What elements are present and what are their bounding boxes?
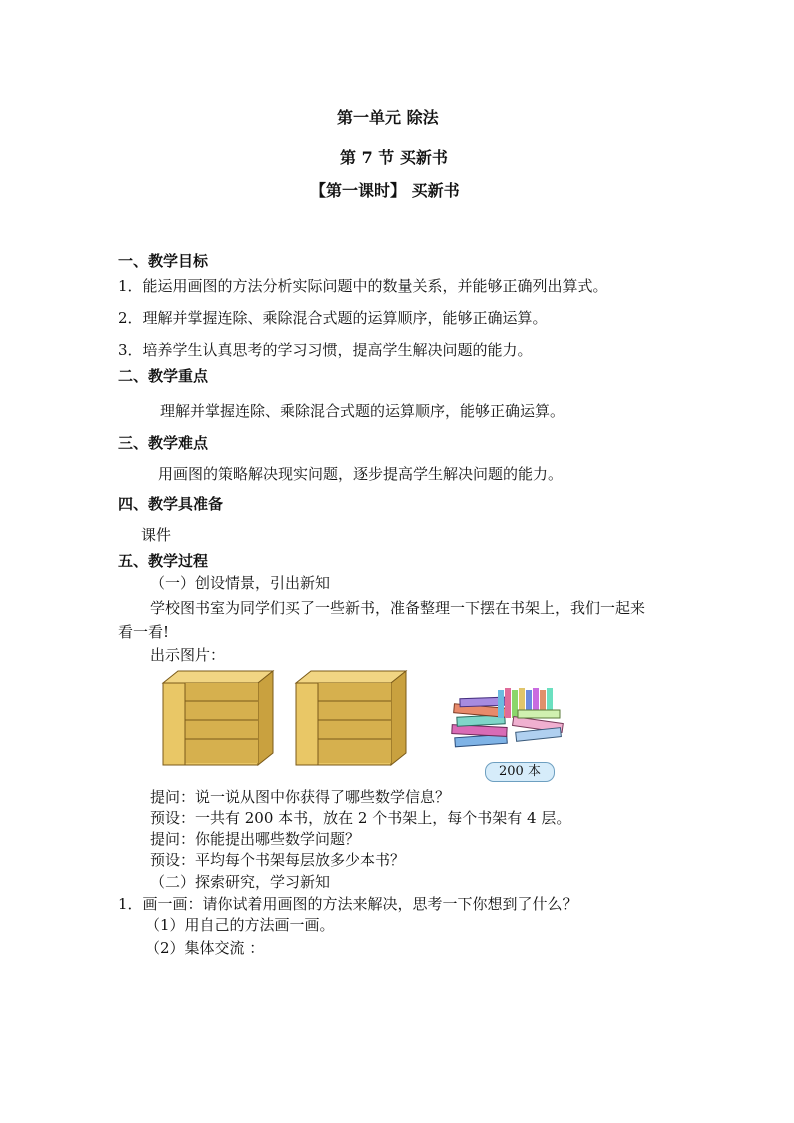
difficulties-text: 用画图的策略解决现实问题，逐步提高学生解决问题的能力。 <box>158 465 564 483</box>
sub-item-1: （1）用自己的方法画一画。 <box>145 916 335 934</box>
materials-heading: 四、教学具准备 <box>118 495 224 513</box>
difficulties-heading: 三、教学难点 <box>118 434 209 452</box>
process-step-1: （一）创设情景，引出新知 <box>150 574 331 592</box>
key-points-text: 理解并掌握连除、乘除混合式题的运算顺序，能够正确运算。 <box>160 402 566 420</box>
sub-item-2: （2）集体交流 ： <box>145 939 265 957</box>
materials-text: 课件 <box>141 526 172 544</box>
question-2: 提问：你能提出哪些数学问题？ <box>150 830 361 848</box>
goal-item-1: 1．能运用画图的方法分析实际问题中的数量关系，并能够正确列出算式。 <box>118 277 608 295</box>
bookshelf-1 <box>163 671 273 765</box>
bookshelf-2 <box>296 671 406 765</box>
books-count-label: 200 本 <box>485 762 555 782</box>
key-points-heading: 二、教学重点 <box>118 367 209 385</box>
intro-line-1: 学校图书室为同学们买了一些新书，准备整理一下摆在书架上，我们一起来 <box>150 599 646 617</box>
book-pile <box>452 688 564 747</box>
question-1: 提问：说一说从图中你获得了哪些数学信息？ <box>150 788 451 806</box>
answer-1: 预设：一共有 200 本书，放在 2 个书架上，每个书架有 4 层。 <box>150 809 572 827</box>
goal-item-2: 2．理解并掌握连除、乘除混合式题的运算顺序，能够正确运算。 <box>118 309 548 327</box>
goal-item-3: 3．培养学生认真思考的学习习惯，提高学生解决问题的能力。 <box>118 341 533 359</box>
lesson-title: 【第一课时】 买新书 <box>310 181 460 200</box>
answer-2: 预设：平均每个书架每层放多少本书？ <box>150 851 406 869</box>
draw-task: 1．画一画：请你试着用画图的方法来解决，思考一下你想到了什么？ <box>118 895 578 913</box>
process-heading: 五、教学过程 <box>118 552 209 570</box>
intro-line-2: 看一看! <box>118 623 170 641</box>
unit-title: 第一单元 除法 <box>337 108 439 127</box>
show-picture-text: 出示图片： <box>150 646 226 664</box>
section-title: 第 7 节 买新书 <box>340 148 448 167</box>
process-step-2: （二）探索研究，学习新知 <box>150 873 331 891</box>
goals-heading: 一、教学目标 <box>118 252 209 270</box>
